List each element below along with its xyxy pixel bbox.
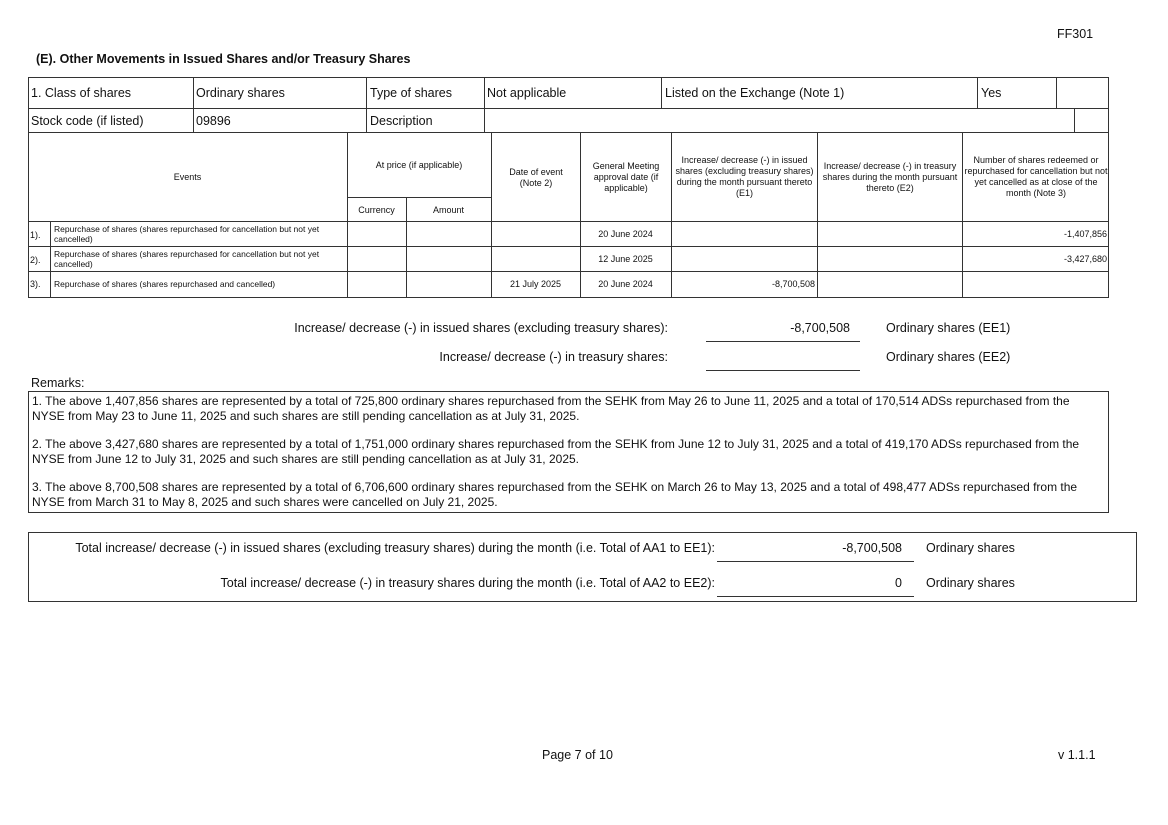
summary-issued-value: -8,700,508	[790, 321, 850, 335]
row-date-of-event: 21 July 2025	[509, 279, 562, 289]
row-description: Repurchase of shares (shares repurchased and cancelled)	[54, 279, 276, 289]
currency-header: Currency	[358, 205, 395, 215]
type-label: Type of shares	[370, 86, 452, 100]
total-issued-value: -8,700,508	[842, 541, 902, 555]
class-label: 1. Class of shares	[31, 86, 132, 100]
date-of-event-header: Date of event (Note 2)	[509, 167, 563, 188]
row-gm-date: 12 June 2025	[598, 254, 653, 264]
listed-label: Listed on the Exchange (Note 1)	[665, 86, 845, 100]
version-label: v 1.1.1	[1058, 748, 1096, 762]
total-treasury-value: 0	[895, 576, 902, 590]
total-issued-unit: Ordinary shares	[926, 541, 1015, 555]
total-treasury-label: Total increase/ decrease (-) in treasury shares during the month (i.e. Total of AA2 to EE2):	[220, 576, 715, 590]
stock-code-label: Stock code (if listed)	[31, 114, 144, 128]
section-title: (E). Other Movements in Issued Shares and/or Treasury Shares	[36, 52, 411, 66]
listed-value: Yes	[981, 86, 1002, 100]
row-number: 1).	[30, 230, 41, 240]
row-number: 2).	[30, 255, 41, 265]
row-gm-date: 20 June 2024	[598, 279, 653, 289]
treasury-change-header: Increase/ decrease (-) in treasury shares during the month pursuant thereto (E2)	[822, 161, 958, 193]
remark-item: 3. The above 8,700,508 shares are represented by a total of 6,706,600 ordinary shares repurchased from the SEHK on March 26 to May 13, 2025 and a total of 498,477 ADSs repurchased from the NYSE from March 31 to May 8, 2025 and such shares were cancelled on July 21, 2025.	[32, 480, 1078, 509]
type-value: Not applicable	[487, 86, 567, 100]
class-value: Ordinary shares	[196, 86, 285, 100]
description-label: Description	[370, 114, 433, 128]
row-e1: -8,700,508	[771, 279, 815, 289]
issued-change-header: Increase/ decrease (-) in issued shares (excluding treasury shares) during the month pursuant thereto (E1)	[675, 155, 814, 198]
redeemed-header: Number of shares redeemed or repurchased for cancellation but not yet cancelled as at close of the month (Note 3)	[964, 155, 1108, 198]
total-treasury-unit: Ordinary shares	[926, 576, 1015, 590]
row-description: Repurchase of shares (shares repurchased for cancellation but not yet cancelled)	[54, 249, 320, 269]
row-gm-date: 20 June 2024	[598, 229, 653, 239]
amount-header: Amount	[432, 205, 465, 215]
row-number: 3).	[30, 279, 41, 289]
row-redeemed: -3,427,680	[1063, 254, 1107, 264]
row-description: Repurchase of shares (shares repurchased for cancellation but not yet cancelled)	[54, 224, 320, 244]
remarks-label: Remarks:	[31, 376, 85, 390]
row-redeemed: -1,407,856	[1063, 229, 1107, 239]
remarks-box	[28, 391, 1109, 513]
gm-approval-header: General Meeting approval date (if applicable)	[592, 161, 660, 193]
total-issued-label: Total increase/ decrease (-) in issued shares (excluding treasury shares) during the month (i.e. Total of AA1 to EE1):	[75, 541, 715, 555]
summary-treasury-label: Increase/ decrease (-) in treasury shares:	[439, 350, 668, 364]
form-code: FF301	[1057, 27, 1094, 41]
page-number: Page 7 of 10	[542, 748, 613, 762]
summary-treasury-unit: Ordinary shares (EE2)	[886, 350, 1011, 364]
at-price-header: At price (if applicable)	[375, 160, 463, 170]
remark-item: 1. The above 1,407,856 shares are represented by a total of 725,800 ordinary shares repurchased from the SEHK from May 26 to June 11, 2025 and a total of 170,514 ADSs repurchased from the NYSE from May 23 to June 11, 2025 and such shares are still pending cancellation as at July 31, 2025.	[32, 394, 1070, 423]
remark-item: 2. The above 3,427,680 shares are represented by a total of 1,751,000 ordinary shares repurchased from the SEHK from June 12 to July 31, 2025 and a total of 419,170 ADSs repurchased from the NYSE from June 12 to July 31, 2025 and such shares are still pending cancellation as at July 31, 2025.	[32, 437, 1080, 466]
stock-code-value: 09896	[196, 114, 231, 128]
events-header: Events	[173, 172, 202, 182]
summary-issued-unit: Ordinary shares (EE1)	[886, 321, 1011, 335]
summary-issued-label: Increase/ decrease (-) in issued shares (excluding treasury shares):	[294, 321, 668, 335]
